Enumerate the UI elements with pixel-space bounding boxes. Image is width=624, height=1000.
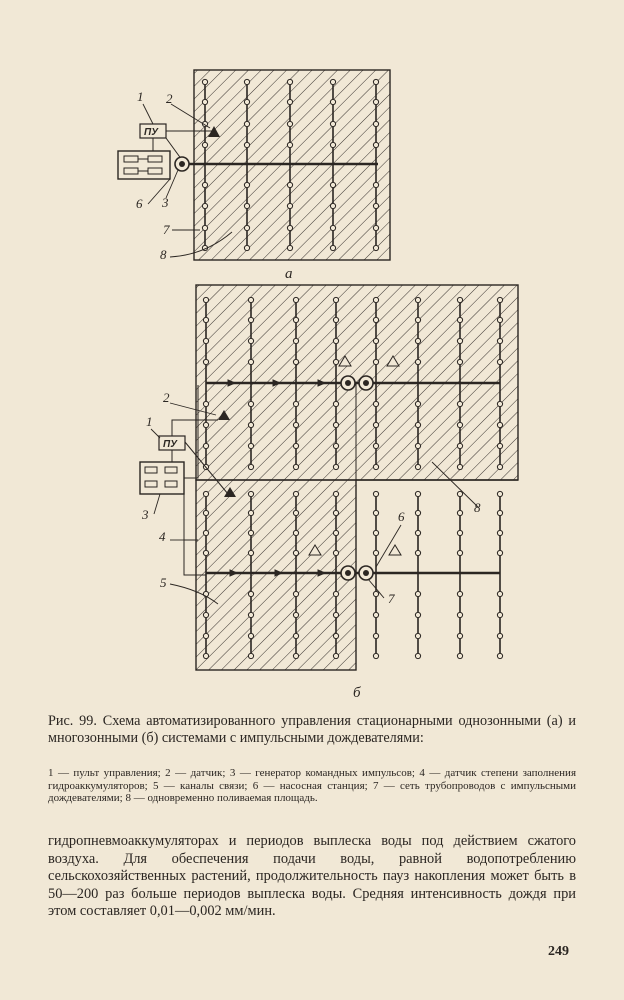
sprinkler (293, 510, 298, 515)
sprinkler (497, 550, 502, 555)
sprinkler (330, 225, 335, 230)
sprinkler (248, 491, 253, 496)
sprinkler (457, 491, 462, 496)
sprinkler (202, 182, 207, 187)
sprinkler (287, 79, 292, 84)
control-panel-label-b: ПУ (163, 439, 177, 450)
sprinkler (248, 422, 253, 427)
sprinkler (203, 612, 208, 617)
sprinkler (244, 225, 249, 230)
sprinkler (415, 491, 420, 496)
sprinkler (244, 182, 249, 187)
callout-b-7: 7 (388, 591, 395, 606)
sprinkler (293, 633, 298, 638)
sprinkler (287, 182, 292, 187)
sprinkler (497, 530, 502, 535)
sprinkler (293, 422, 298, 427)
page-number: 249 (548, 944, 569, 959)
sprinkler (457, 550, 462, 555)
sprinkler (415, 633, 420, 638)
sprinkler (457, 401, 462, 406)
sprinkler (333, 422, 338, 427)
sprinkler (457, 612, 462, 617)
sprinkler (373, 422, 378, 427)
sprinkler (333, 317, 338, 322)
sprinkler (373, 612, 378, 617)
figure-legend: 1 — пульт управления; 2 — датчик; 3 — генератор командных импульсов; 4 — датчик степени заполнения гидроаккумуляторов; 5 — каналы связи; 6 — насосная станция; 7 — сеть трубопроводов с импульсными дождевателями; 8 — одновременно поливаемая площадь. (48, 767, 576, 805)
sprinkler (497, 359, 502, 364)
sprinkler (244, 245, 249, 250)
callout-b-2: 2 (163, 390, 170, 405)
sprinkler (333, 550, 338, 555)
sprinkler (287, 142, 292, 147)
callout-a-7: 7 (163, 222, 170, 237)
sprinkler (457, 338, 462, 343)
sprinkler (373, 182, 378, 187)
sprinkler (287, 203, 292, 208)
sprinkler (497, 443, 502, 448)
sprinkler (373, 464, 378, 469)
sprinkler (373, 550, 378, 555)
caption-title: Рис. 99. Схема автоматизированного управления стационарными однозонными (а) и многозонными (б) системами с импульсными дождевателями: (48, 713, 576, 746)
callout-a-3: 3 (162, 195, 169, 210)
sprinkler (203, 443, 208, 448)
sprinkler (415, 297, 420, 302)
sprinkler (293, 464, 298, 469)
sprinkler (497, 653, 502, 658)
subfigure-label-a: а (285, 266, 293, 282)
sprinkler (293, 443, 298, 448)
sprinkler (373, 203, 378, 208)
callout-b-3: 3 (142, 507, 149, 522)
sprinkler (333, 633, 338, 638)
sprinkler (333, 612, 338, 617)
sprinkler (457, 317, 462, 322)
sprinkler (330, 121, 335, 126)
sprinkler (248, 338, 253, 343)
sprinkler (415, 530, 420, 535)
sprinkler (203, 633, 208, 638)
sprinkler (330, 203, 335, 208)
sprinkler (330, 79, 335, 84)
diagram-a (118, 70, 390, 282)
sprinkler (457, 591, 462, 596)
sprinkler (373, 633, 378, 638)
sprinkler (415, 422, 420, 427)
sprinkler (415, 591, 420, 596)
callout-a-2: 2 (166, 91, 173, 106)
sprinkler (293, 338, 298, 343)
sprinkler (497, 491, 502, 496)
sprinkler (373, 297, 378, 302)
sprinkler (373, 653, 378, 658)
sprinkler (497, 633, 502, 638)
sprinkler (415, 612, 420, 617)
callout-b-5: 5 (160, 575, 167, 590)
sprinkler (457, 359, 462, 364)
sprinkler (457, 297, 462, 302)
sprinkler (457, 464, 462, 469)
sprinkler (293, 653, 298, 658)
sprinkler (333, 491, 338, 496)
sprinkler (248, 464, 253, 469)
sprinkler (373, 338, 378, 343)
sprinkler (333, 443, 338, 448)
sprinkler (330, 142, 335, 147)
sprinkler (497, 338, 502, 343)
sprinkler (287, 225, 292, 230)
sprinkler (287, 99, 292, 104)
sprinkler (333, 401, 338, 406)
sprinkler (287, 245, 292, 250)
sprinkler (457, 510, 462, 515)
sprinkler (203, 338, 208, 343)
sprinkler (293, 612, 298, 617)
sprinkler (248, 443, 253, 448)
sprinkler (293, 401, 298, 406)
sprinkler (293, 530, 298, 535)
sprinkler (293, 550, 298, 555)
sprinkler (333, 653, 338, 658)
sprinkler (203, 510, 208, 515)
sprinkler (373, 79, 378, 84)
sprinkler (415, 510, 420, 515)
sprinkler (248, 633, 253, 638)
sprinkler (203, 422, 208, 427)
sprinkler (287, 121, 292, 126)
sprinkler (293, 359, 298, 364)
sprinkler (203, 359, 208, 364)
diagram-b (140, 285, 518, 701)
sprinkler (497, 591, 502, 596)
sprinkler (203, 401, 208, 406)
sprinkler (248, 591, 253, 596)
sprinkler (330, 99, 335, 104)
sprinkler (373, 491, 378, 496)
sprinkler (202, 142, 207, 147)
sprinkler (244, 142, 249, 147)
sprinkler (248, 550, 253, 555)
sprinkler (373, 530, 378, 535)
subfigure-label-b: б (353, 685, 361, 701)
sprinkler (373, 443, 378, 448)
sprinkler (293, 317, 298, 322)
sprinkler (373, 99, 378, 104)
callout-b-1: 1 (146, 414, 153, 429)
sprinkler (373, 591, 378, 596)
sprinkler (373, 245, 378, 250)
sprinkler (248, 297, 253, 302)
sprinkler (497, 612, 502, 617)
sprinkler (244, 79, 249, 84)
sprinkler (373, 142, 378, 147)
callout-a-6: 6 (136, 196, 143, 211)
sprinkler (497, 422, 502, 427)
sprinkler (248, 401, 253, 406)
sprinkler (248, 359, 253, 364)
sprinkler (415, 401, 420, 406)
sprinkler (203, 491, 208, 496)
sprinkler (293, 591, 298, 596)
sprinkler (457, 633, 462, 638)
sprinkler (373, 121, 378, 126)
sprinkler (373, 401, 378, 406)
sprinkler (457, 443, 462, 448)
sprinkler (248, 612, 253, 617)
body-paragraph: гидропневмоаккумуляторах и периодов выплеска воды под действием сжатого воздуха. Для обеспечения подачи воды, равной водопотреблению сельскохозяйственных растений, продолжительность пауз накопления может быть в 50—200 раз больше периодов выплеска воды. Средняя интенсивность дождя при этом составляет 0,01—0,002 мм/мин. (48, 833, 576, 920)
sprinkler (373, 225, 378, 230)
sprinkler (457, 653, 462, 658)
sprinkler (293, 491, 298, 496)
sprinkler (333, 338, 338, 343)
sprinkler (333, 591, 338, 596)
sprinkler (333, 510, 338, 515)
sprinkler (203, 297, 208, 302)
sprinkler (415, 464, 420, 469)
sprinkler (330, 245, 335, 250)
sprinkler (248, 317, 253, 322)
sprinkler (293, 297, 298, 302)
callout-a-8: 8 (160, 247, 167, 262)
sprinkler (457, 530, 462, 535)
callout-b-8: 8 (474, 500, 481, 515)
sprinkler (415, 317, 420, 322)
sprinkler (333, 530, 338, 535)
sprinkler (244, 121, 249, 126)
sprinkler (203, 530, 208, 535)
sprinkler (415, 359, 420, 364)
sprinkler (497, 510, 502, 515)
sprinkler (203, 653, 208, 658)
sprinkler (203, 550, 208, 555)
callout-b-6: 6 (398, 509, 405, 524)
sprinkler (415, 338, 420, 343)
generator-a (118, 151, 170, 179)
sprinkler (248, 510, 253, 515)
sprinkler (202, 203, 207, 208)
sprinkler (415, 653, 420, 658)
sprinkler (457, 422, 462, 427)
sprinkler (497, 297, 502, 302)
sprinkler (333, 359, 338, 364)
sprinkler (333, 297, 338, 302)
sprinkler (373, 510, 378, 515)
sprinkler (203, 317, 208, 322)
sprinkler (330, 182, 335, 187)
sprinkler (202, 225, 207, 230)
sprinkler (202, 99, 207, 104)
sprinkler (248, 653, 253, 658)
sprinkler (373, 359, 378, 364)
callout-a-1: 1 (137, 89, 144, 104)
sprinkler (244, 203, 249, 208)
sprinkler (333, 464, 338, 469)
sprinkler (415, 443, 420, 448)
sprinkler (497, 317, 502, 322)
sprinkler (248, 530, 253, 535)
callout-b-4: 4 (159, 529, 166, 544)
sprinkler (244, 99, 249, 104)
control-panel-label-a: ПУ (144, 127, 158, 138)
sprinkler (373, 317, 378, 322)
sprinkler (202, 79, 207, 84)
sprinkler (497, 401, 502, 406)
sprinkler (497, 464, 502, 469)
figure-caption (48, 713, 576, 746)
sprinkler (415, 550, 420, 555)
